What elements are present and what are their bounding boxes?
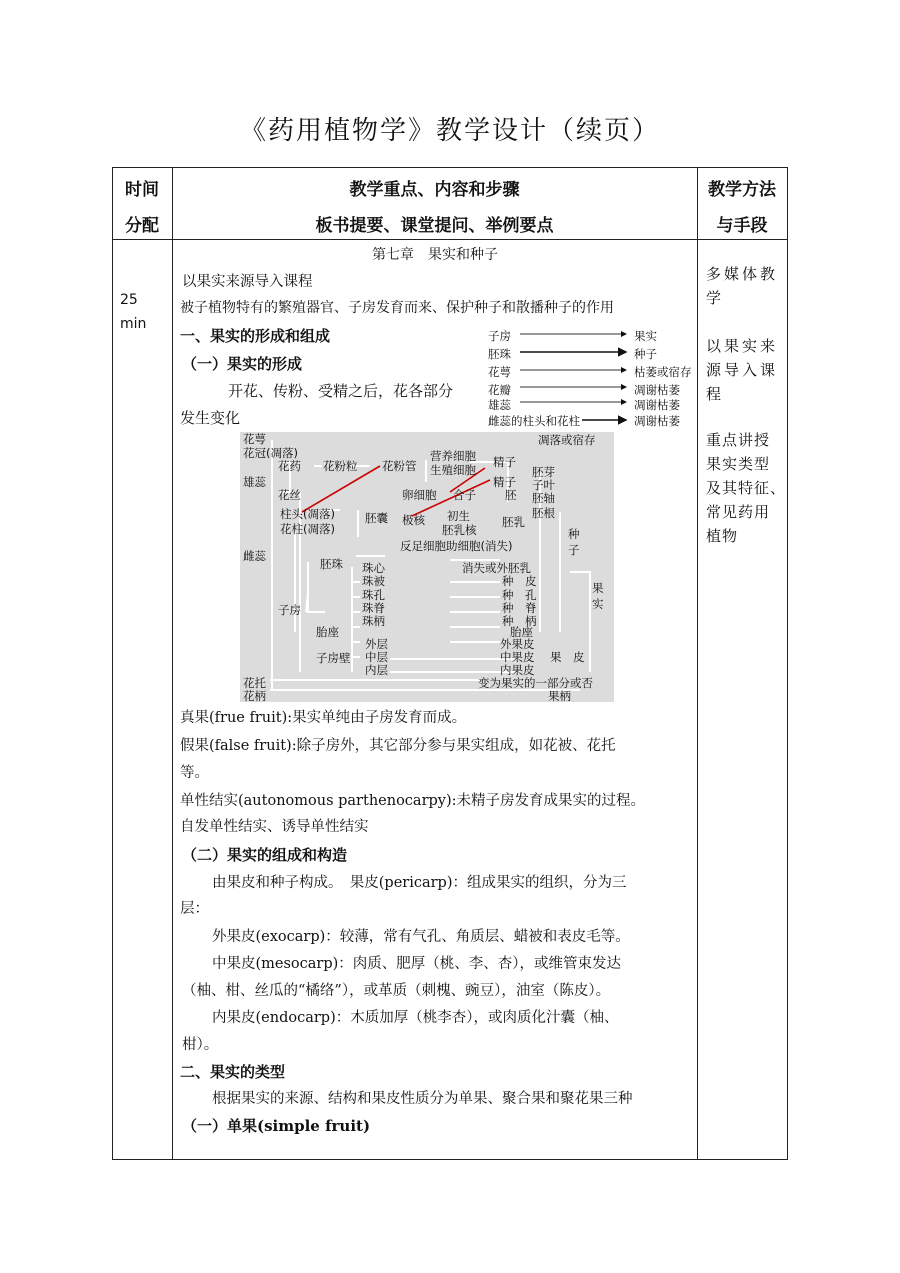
diagram-label: 花粉粒 xyxy=(323,459,358,473)
structure-text-b: 层： xyxy=(180,901,209,917)
diagram-label: 胚根 xyxy=(532,506,555,520)
diagram-label: 胚轴 xyxy=(532,491,555,505)
diagram-label: 花丝 xyxy=(278,488,301,502)
endocarp-def-a: 内果皮(endocarp)：木质加厚（桃李杏），或肉质化汁囊（柚、 xyxy=(212,1010,619,1026)
diagram-label: 精子 xyxy=(493,455,516,469)
diagram-label: 胚芽 xyxy=(532,465,555,479)
fruit-formation-diagram xyxy=(240,432,614,702)
method-text: 以果实来 xyxy=(706,337,779,355)
diagram-label: 珠被 xyxy=(362,574,385,588)
diagram-label: 柱头(凋落) xyxy=(280,507,335,521)
header-content xyxy=(172,172,697,244)
diagram-label: 果 xyxy=(592,581,604,595)
diagram-label: 凋落或宿存 xyxy=(538,433,596,447)
header-time-line2: 分配 xyxy=(125,216,159,236)
legend-right: 枯萎或宿存 xyxy=(634,365,692,379)
method-text: 常见药用 xyxy=(706,503,771,521)
legend-right: 果实 xyxy=(634,329,657,343)
header-time-line1: 时间 xyxy=(125,180,159,200)
section-1-2-heading: （二）果实的组成和构造 xyxy=(182,846,348,864)
diagram-label: 中层 xyxy=(365,650,388,664)
diagram-label: 子 xyxy=(568,543,580,557)
formation-text-b: 发生变化 xyxy=(180,409,241,427)
intro-desc: 被子植物特有的繁殖器官、子房发育而来、保护种子和散播种子的作用 xyxy=(180,300,614,316)
diagram-label: 种 孔 xyxy=(502,588,537,602)
diagram-label: 胎座 xyxy=(510,625,533,639)
time-allocation xyxy=(120,288,146,336)
fruit-types-intro: 根据果实的来源、结构和果皮性质分为单果、聚合果和聚花果三种 xyxy=(212,1091,633,1107)
structure-text-a: 由果皮和种子构成。 果皮(pericarp)：组成果实的组织，分为三 xyxy=(212,875,627,891)
method-text: 源导入课 xyxy=(706,361,779,379)
legend-left: 花瓣 xyxy=(488,383,511,397)
diagram-label: 胚 xyxy=(505,488,517,502)
diagram-label: 变为果实的一部分或否 xyxy=(478,676,593,690)
diagram-label: 果 皮 xyxy=(550,650,585,664)
diagram-label: 花萼 xyxy=(243,432,266,446)
method-text: 程 xyxy=(706,385,725,403)
diagram-label: 精子 xyxy=(493,475,516,489)
method-focus xyxy=(706,428,786,548)
exocarp-def: 外果皮(exocarp)：较薄，常有气孔、角质层、蜡被和表皮毛等。 xyxy=(212,929,630,945)
header-time xyxy=(112,172,172,244)
diagram-label: 胚乳 xyxy=(502,515,525,529)
diagram-label: 子房 xyxy=(278,603,301,617)
diagram-label: 珠孔 xyxy=(362,588,385,602)
header-method xyxy=(697,172,787,244)
diagram-label: 中果皮 xyxy=(500,650,535,664)
diagram-label: 消失或外胚乳 xyxy=(462,561,531,575)
diagram-label: 花药 xyxy=(278,459,301,473)
diagram-label: 花粉管 xyxy=(382,459,417,473)
time-unit: min xyxy=(120,316,147,332)
method-text: 植物 xyxy=(706,527,739,545)
false-fruit-def-a: 假果(false fruit):除子房外，其它部分参与果实组成，如花被、花托 xyxy=(180,738,616,754)
legend-left: 胚珠 xyxy=(488,347,511,361)
diagram-label: 子叶 xyxy=(532,478,555,492)
endocarp-def-b: 柑）。 xyxy=(182,1037,219,1053)
legend-left: 子房 xyxy=(488,329,511,343)
page-title: 《药用植物学》教学设计（续页） xyxy=(239,116,660,146)
legend-right: 凋谢枯萎 xyxy=(634,414,680,428)
diagram-label: 反足细胞助细胞(消失) xyxy=(400,539,513,553)
diagram-label: 胎座 xyxy=(316,625,339,639)
diagram-label: 花冠(凋落) xyxy=(243,446,298,460)
header-content-line1: 教学重点、内容和步骤 xyxy=(349,180,520,200)
diagram-label: 雌蕊 xyxy=(243,549,266,563)
legend-left: 雌蕊的柱头和花柱 xyxy=(488,414,580,428)
diagram-label: 珠柄 xyxy=(362,614,385,628)
diagram-label: 初生 xyxy=(447,509,470,523)
method-text: 及其特征、 xyxy=(706,479,787,497)
legend-left: 雄蕊 xyxy=(488,398,511,412)
diagram-label: 实 xyxy=(592,597,604,611)
diagram-label: 外果皮 xyxy=(500,637,535,651)
diagram-label: 花柄 xyxy=(243,689,266,703)
diagram-label: 种 皮 xyxy=(502,574,537,588)
diagram-label: 生殖细胞 xyxy=(430,463,476,477)
diagram-label: 种 脊 xyxy=(502,601,537,615)
diagram-label: 花托 xyxy=(243,676,266,690)
diagram-label: 胚囊 xyxy=(365,511,388,525)
legend-right: 凋谢枯萎 xyxy=(634,383,680,397)
time-value: 25 xyxy=(120,292,138,308)
diagram-label: 珠心 xyxy=(362,561,385,575)
diagram-label: 珠脊 xyxy=(362,601,385,615)
parthenocarpy-types: 自发单性结实、诱导单性结实 xyxy=(180,819,369,835)
method-intro xyxy=(706,334,778,406)
method-text: 多媒体教 xyxy=(706,265,779,283)
diagram-label: 外层 xyxy=(365,637,388,651)
diagram-label: 种 xyxy=(568,527,580,541)
section-2-1-heading: （一）单果(simple fruit) xyxy=(182,1117,371,1135)
legend-arrows xyxy=(510,326,636,430)
diagram-label: 营养细胞 xyxy=(430,449,476,463)
chapter-title: 第七章 果实和种子 xyxy=(372,247,498,263)
diagram-label: 花柱(凋落) xyxy=(280,522,335,536)
section-2-heading: 二、果实的类型 xyxy=(180,1063,286,1081)
intro-line: 以果实来源导入课程 xyxy=(182,274,313,290)
diagram-label: 胚珠 xyxy=(320,557,343,571)
diagram-label: 子房壁 xyxy=(316,651,351,665)
mesocarp-def-a: 中果皮(mesocarp)：肉质、肥厚（桃、李、杏），或维管束发达 xyxy=(212,956,622,972)
method-text: 重点讲授 xyxy=(706,431,771,449)
method-text: 学 xyxy=(706,289,725,307)
formation-text-a: 开花、传粉、受精之后，花各部分 xyxy=(228,382,454,400)
diagram-label: 合子 xyxy=(453,488,476,502)
legend-right: 种子 xyxy=(634,347,657,361)
diagram-label: 果柄 xyxy=(548,689,571,703)
true-fruit-def: 真果(frue fruit):果实单纯由子房发育而成。 xyxy=(180,710,467,726)
false-fruit-def-b: 等。 xyxy=(180,765,209,781)
diagram-label: 内果皮 xyxy=(500,663,535,677)
section-1-1-heading: （一）果实的形成 xyxy=(182,355,303,373)
mesocarp-def-b: （柚、柑、丝瓜的“橘络”），或革质（刺槐、豌豆），油室（陈皮）。 xyxy=(182,983,611,999)
legend-right: 凋谢枯萎 xyxy=(634,398,680,412)
method-multimedia xyxy=(706,262,778,310)
header-content-line2: 板书提要、课堂提问、举例要点 xyxy=(315,216,554,236)
header-method-line1: 教学方法 xyxy=(708,180,776,200)
section-1-heading: 一、果实的形成和组成 xyxy=(180,327,331,345)
diagram-label: 卵细胞 xyxy=(402,488,437,502)
header-method-line2: 与手段 xyxy=(716,216,768,236)
diagram-label: 种 柄 xyxy=(502,614,537,628)
parthenocarpy-def: 单性结实(autonomous parthenocarpy):未精子房发育成果实的过程。 xyxy=(180,793,646,809)
diagram-label: 内层 xyxy=(365,663,388,677)
method-text: 果实类型 xyxy=(706,455,771,473)
diagram-label: 极核 xyxy=(402,513,425,527)
diagram-label: 雄蕊 xyxy=(243,475,266,489)
diagram-label: 胚乳核 xyxy=(442,523,477,537)
legend-left: 花萼 xyxy=(488,365,511,379)
